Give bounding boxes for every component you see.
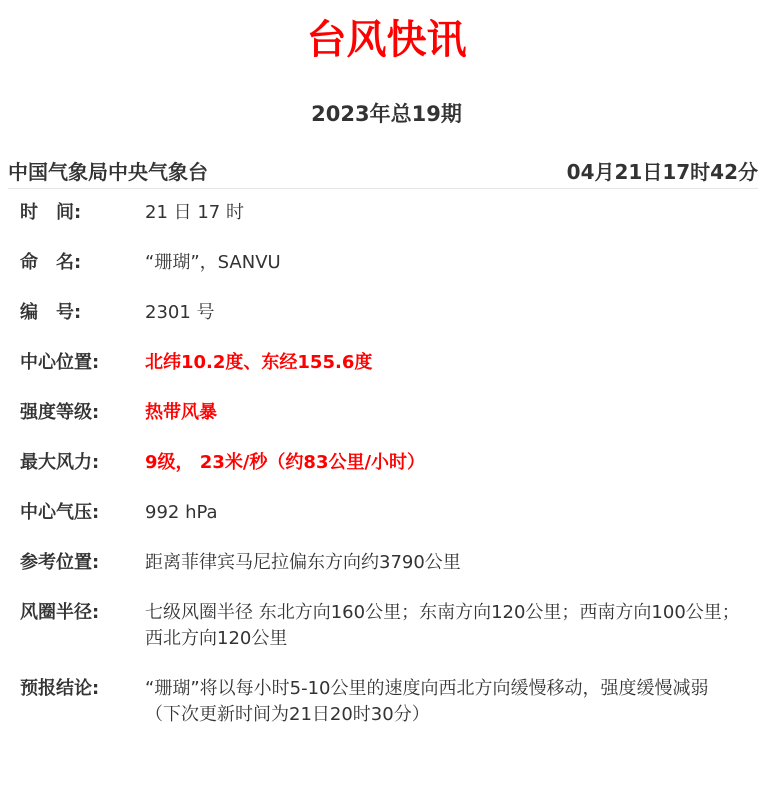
row-value: 21 日 17 时 <box>145 202 244 223</box>
row-label: 强度等级: <box>20 402 100 423</box>
row-label: 预报结论: <box>20 678 100 699</box>
row-value: 北纬10.2度、东经155.6度 <box>145 352 373 373</box>
row-label: 编 号: <box>20 302 82 323</box>
row-value: 热带风暴 <box>145 402 217 423</box>
issue-datetime: 04月21日17时42分 <box>566 159 758 184</box>
row-number <box>20 300 750 326</box>
page-title: 台风快讯 <box>306 17 467 63</box>
row-reference-position <box>20 550 750 576</box>
row-value: 2301 号 <box>145 302 215 323</box>
row-value: 七级风圈半径 东北方向160公里；东南方向120公里；西南方向100公里；西北方向120公里 <box>145 602 740 649</box>
row-label: 风圈半径: <box>20 602 100 623</box>
agency-name: 中国气象局中央气象台 <box>8 159 208 184</box>
row-wind-radius <box>20 600 750 652</box>
next-update-note: （下次更新时间为21日20时30分） <box>145 704 430 725</box>
row-value: 992 hPa <box>145 502 218 523</box>
row-label: 命 名: <box>20 252 82 273</box>
row-value: 距离菲律宾马尼拉偏东方向约3790公里 <box>145 552 461 573</box>
row-value-container <box>145 676 750 728</box>
row-label: 中心气压: <box>20 502 100 523</box>
row-forecast-conclusion <box>20 676 750 728</box>
issue-number: 2023年总19期 <box>311 102 462 126</box>
row-label: 中心位置: <box>20 352 100 373</box>
row-label: 参考位置: <box>20 552 100 573</box>
forecast-text: “珊瑚”将以每小时5-10公里的速度向西北方向缓慢移动，强度缓慢减弱 <box>145 678 709 699</box>
row-label: 最大风力: <box>20 452 100 473</box>
row-center-position <box>20 350 750 376</box>
typhoon-info-table <box>20 200 750 752</box>
row-center-pressure <box>20 500 750 526</box>
row-time <box>20 200 750 226</box>
row-value: 9级， 23米/秒（约83公里/小时） <box>145 452 426 473</box>
row-value: “珊瑚”，SANVU <box>145 252 281 273</box>
row-max-wind <box>20 450 750 476</box>
row-intensity-level <box>20 400 750 426</box>
source-bar <box>8 152 758 189</box>
row-name <box>20 250 750 276</box>
row-label: 时 间: <box>20 202 82 223</box>
